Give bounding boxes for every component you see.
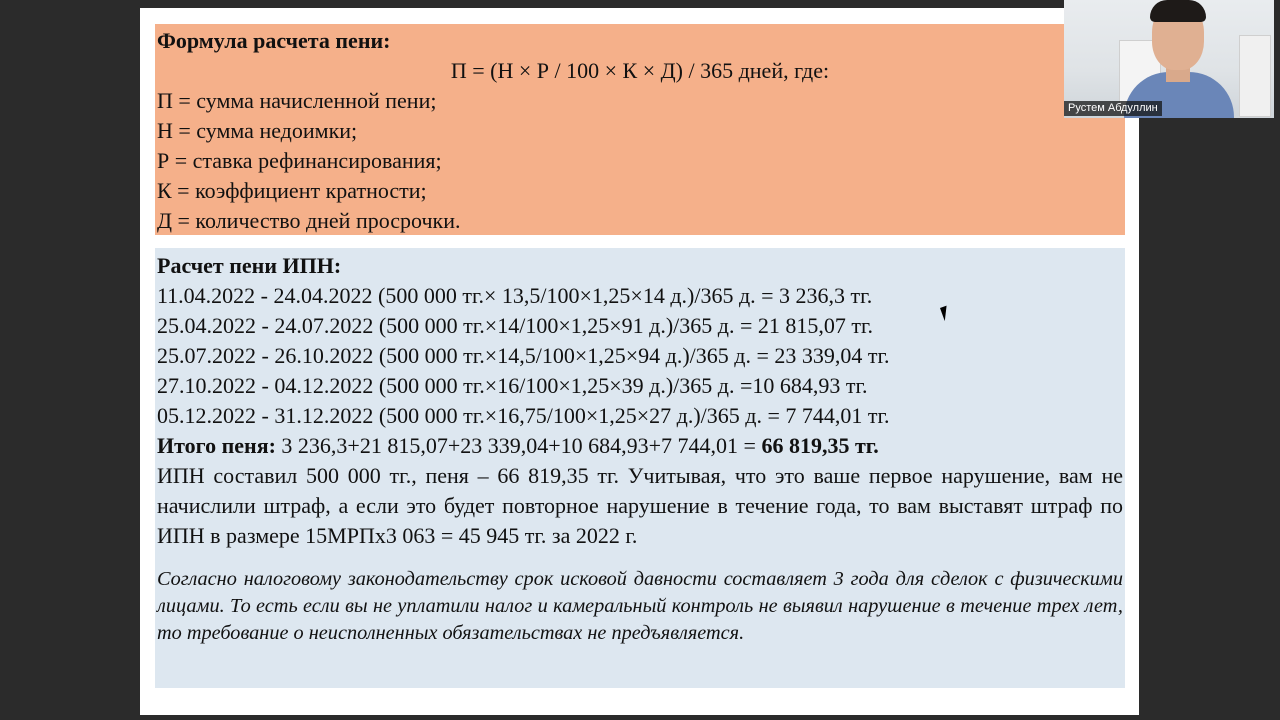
total-line — [157, 431, 1123, 461]
legal-note: Согласно налоговому законодательству срок исковой давности составляет 3 года для сделок с физическими лицами. То есть если вы не уплатили налог и камеральный контроль не выявил нарушение в течение трех лет, то требование о неисполненных обязательствах не предъявляется. — [157, 568, 1123, 644]
calculation-box — [155, 248, 1125, 688]
formula-title: Формула расчета пени: — [157, 28, 391, 53]
webcam-video-tile[interactable] — [1064, 0, 1274, 118]
formula-definition: Д = количество дней просрочки. — [157, 208, 461, 233]
participant-name-label: Рустем Абдуллин — [1064, 101, 1162, 116]
calculation-row: 25.07.2022 - 26.10.2022 (500 000 тг.×14,5/100×1,25×94 д.)/365 д. = 23 339,04 тг. — [157, 343, 890, 368]
total-label: Итого пеня: — [157, 433, 276, 458]
calculation-row: 05.12.2022 - 31.12.2022 (500 000 тг.×16,75/100×1,25×27 д.)/365 д. = 7 744,01 тг. — [157, 403, 890, 428]
formula-definition: Н = сумма недоимки; — [157, 118, 358, 143]
formula-definition: К = коэффициент кратности; — [157, 178, 427, 203]
participant-hair — [1150, 0, 1206, 22]
formula-definition: П = сумма начисленной пени; — [157, 88, 437, 113]
presentation-slide — [140, 8, 1139, 715]
formula-equation: П = (Н × Р / 100 × К × Д) / 365 дней, где: — [450, 58, 830, 83]
summary-paragraph: ИПН составил 500 000 тг., пеня – 66 819,35 тг. Учитывая, что это ваше первое нарушение, вам не начислили штраф, а если это будет повторное нарушение в течение года, то вам выставят штраф по ИПН в размере 15МРПх3 063 = 45 945 тг. за 2022 г. — [157, 463, 1123, 548]
formula-box — [155, 24, 1125, 235]
calculation-row: 25.04.2022 - 24.07.2022 (500 000 тг.×14/100×1,25×91 д.)/365 д. = 21 815,07 тг. — [157, 313, 874, 338]
total-value: 66 819,35 тг. — [761, 433, 879, 458]
calculation-row: 11.04.2022 - 24.04.2022 (500 000 тг.× 13,5/100×1,25×14 д.)/365 д. = 3 236,3 тг. — [157, 283, 873, 308]
total-expression: 3 236,3+21 815,07+23 339,04+10 684,93+7 744,01 = — [275, 433, 762, 458]
calculation-row: 27.10.2022 - 04.12.2022 (500 000 тг.×16/100×1,25×39 д.)/365 д. =10 684,93 тг. — [157, 373, 868, 398]
calculation-title: Расчет пени ИПН: — [157, 253, 342, 278]
background-shelf — [1239, 35, 1271, 117]
formula-definition: Р = ставка рефинансирования; — [157, 148, 442, 173]
